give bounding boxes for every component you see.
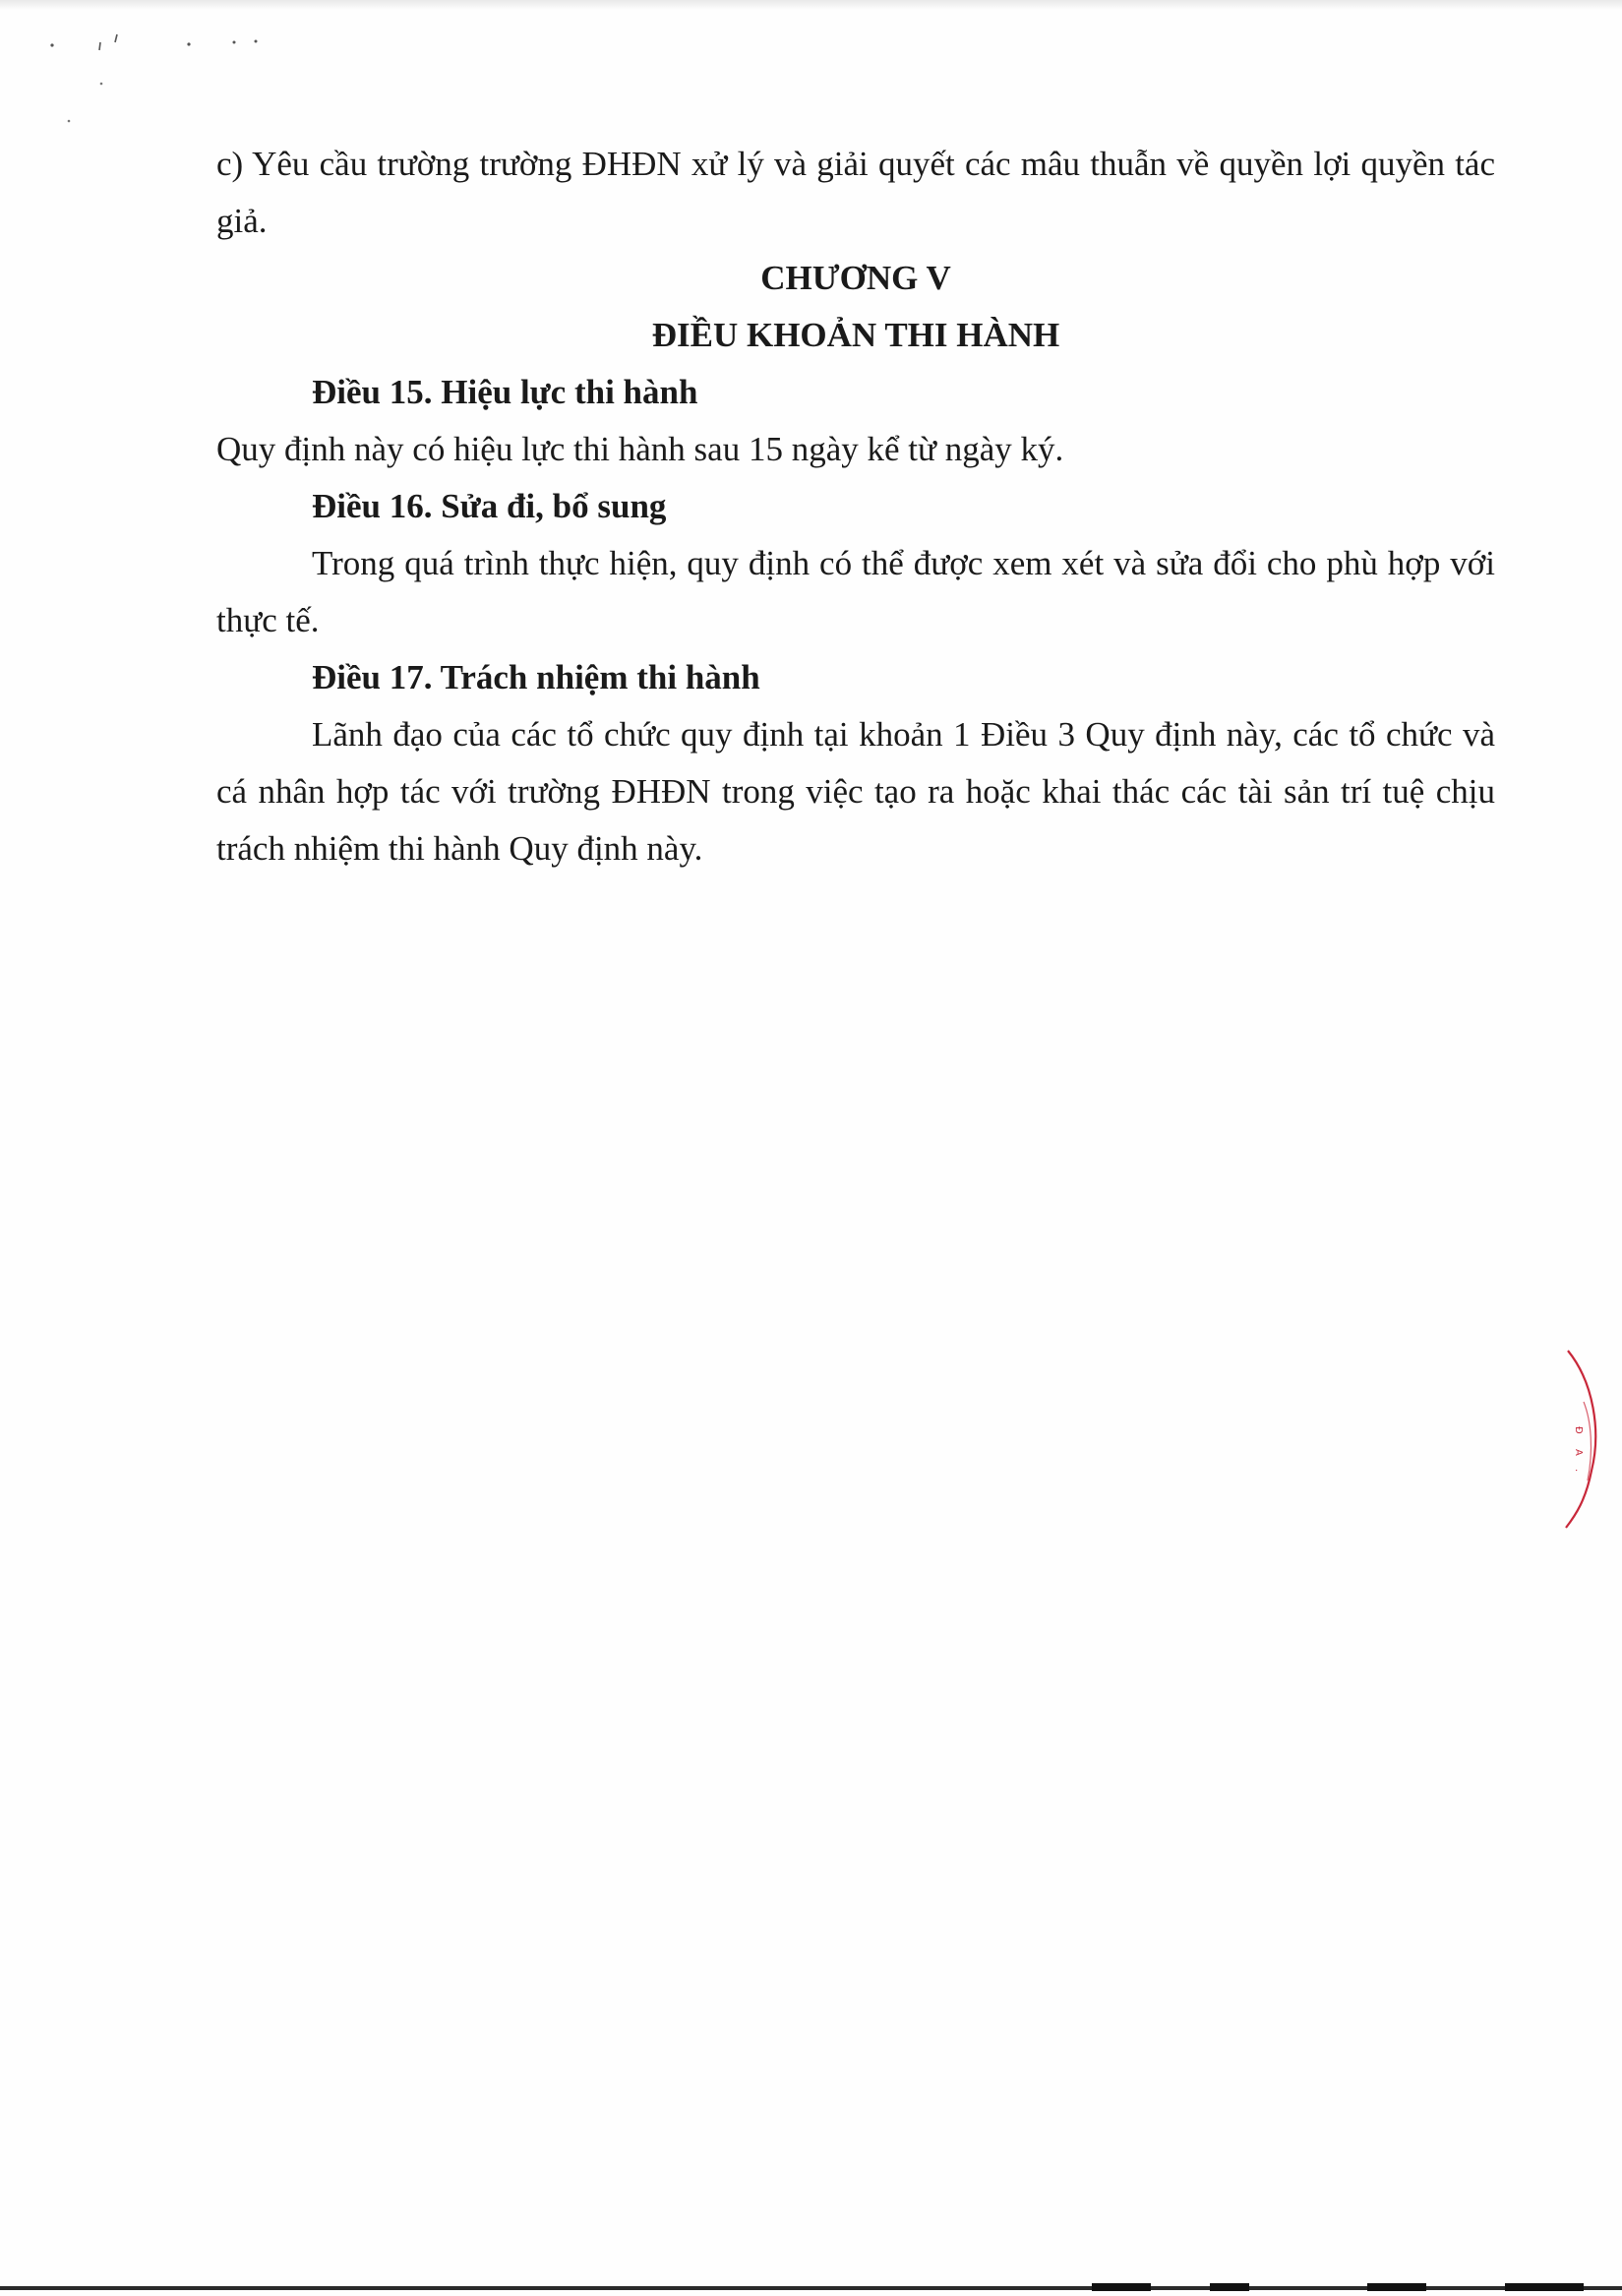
document-body [216,136,1495,877]
article-15-title: Điều 15. Hiệu lực thi hành [312,373,698,411]
article-17-title: Điều 17. Trách nhiệm thi hành [312,658,760,696]
article-15-body: Quy định này có hiệu lực thi hành sau 15 ngày kể từ ngày ký. [216,430,1064,468]
paragraph-c: c) Yêu cầu trường trường ĐHĐN xử lý và giải quyết các mâu thuẫn về quyền lợi quyền tác giả. [216,145,1495,240]
article-16-body: Trong quá trình thực hiện, quy định có thể được xem xét và sửa đổi cho phù hợp với thực tế. [216,544,1495,639]
chapter-title: ĐIỀU KHOẢN THI HÀNH [651,316,1060,354]
svg-text:Đ: Đ [1573,1426,1584,1434]
scan-specks [39,25,295,133]
scan-top-shadow [0,0,1622,10]
article-17-body: Lãnh đạo của các tổ chức quy định tại khoản 1 Điều 3 Quy định này, các tổ chức và cá nhân hợp tác với trường ĐHĐN trong việc tạo ra hoặc khai thác các tài sản trí tuệ chịu trách nhiệm thi hành Quy định này. [216,715,1495,868]
article-16-title: Điều 16. Sửa đi, bổ sung [312,487,667,525]
red-seal-fragment [1562,1343,1622,1540]
svg-text:A: A [1573,1449,1584,1456]
chapter-number: CHƯƠNG V [760,259,951,297]
scan-bottom-edge [0,2280,1622,2296]
svg-text:.: . [1573,1469,1584,1473]
